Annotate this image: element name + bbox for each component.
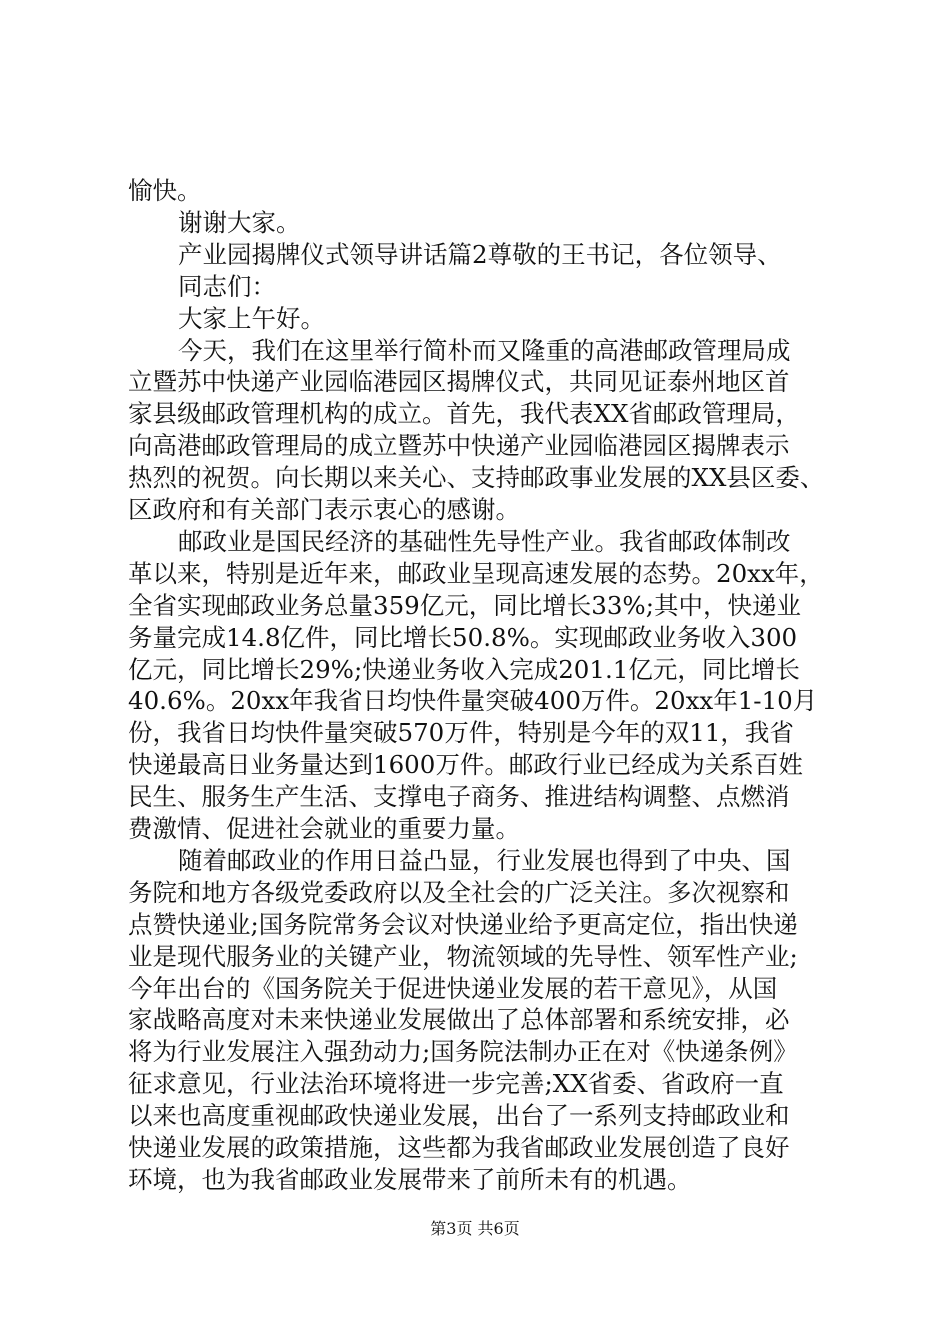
text-line: 以来也高度重视邮政快递业发展，出台了一系列支持邮政业和 [128,1101,790,1130]
text-line: 革以来，特别是近年来，邮政业呈现高速发展的态势。20xx年， [128,559,824,588]
text-line: 大家上午好。 [178,304,325,333]
text-line: 亿元，同比增长29%;快递业务收入完成201.1亿元，同比增长 [128,655,800,684]
page-number-footer: 第3页 共6页 [430,1219,520,1238]
text-line: 业是现代服务业的关键产业，物流领域的先导性、领军性产业; [128,942,798,971]
text-line: 全省实现邮政业务总量359亿元，同比增长33%;其中，快递业 [128,591,801,620]
text-line: 邮政业是国民经济的基础性先导性产业。我省邮政体制改 [178,527,791,556]
text-line: 家战略高度对未来快递业发展做出了总体部署和系统安排，必 [128,1005,790,1034]
text-line: 产业园揭牌仪式领导讲话篇2尊敬的王书记，各位领导、 [178,240,782,269]
text-line: 区政府和有关部门表示衷心的感谢。 [128,495,520,524]
text-line: 今天，我们在这里举行简朴而又隆重的高港邮政管理局成 [178,336,791,365]
text-line: 将为行业发展注入强劲动力;国务院法制办正在对《快递条例》 [128,1037,798,1066]
text-line: 今年出台的《国务院关于促进快递业发展的若干意见》，从国 [128,974,778,1003]
text-line: 快递业发展的政策措施，这些都为我省邮政业发展创造了良好 [128,1133,790,1162]
text-line: 愉快。 [128,176,202,205]
text-line: 务院和地方各级党委政府以及全社会的广泛关注。多次视察和 [128,878,790,907]
text-line: 同志们： [178,272,276,301]
text-line: 快递最高日业务量达到1600万件。邮政行业已经成为关系百姓 [128,750,803,779]
text-line: 家县级邮政管理机构的成立。首先，我代表XX省邮政管理局， [128,399,800,428]
text-line: 民生、服务生产生活、支撑电子商务、推进结构调整、点燃消 [128,782,790,811]
text-line: 立暨苏中快递产业园临港园区揭牌仪式，共同见证泰州地区首 [128,367,790,396]
text-line: 热烈的祝贺。向长期以来关心、支持邮政事业发展的XX县区委、 [128,463,825,492]
text-line: 环境，也为我省邮政业发展带来了前所未有的机遇。 [128,1165,692,1194]
text-line: 费激情、促进社会就业的重要力量。 [128,814,520,843]
text-line: 务量完成14.8亿件，同比增长50.8%。实现邮政业务收入300 [128,623,798,652]
text-line: 向高港邮政管理局的成立暨苏中快递产业园临港园区揭牌表示 [128,431,790,460]
text-line: 谢谢大家。 [178,208,301,237]
text-line: 40.6%。20xx年我省日均快件量突破400万件。20xx年1-10月 [128,686,818,715]
text-line: 征求意见，行业法治环境将进一步完善;XX省委、省政府一直 [128,1069,784,1098]
text-line: 份，我省日均快件量突破570万件，特别是今年的双11，我省 [128,718,794,747]
text-line: 随着邮政业的作用日益凸显，行业发展也得到了中央、国 [178,846,791,875]
text-line: 点赞快递业;国务院常务会议对快递业给予更高定位，指出快递 [128,910,798,939]
